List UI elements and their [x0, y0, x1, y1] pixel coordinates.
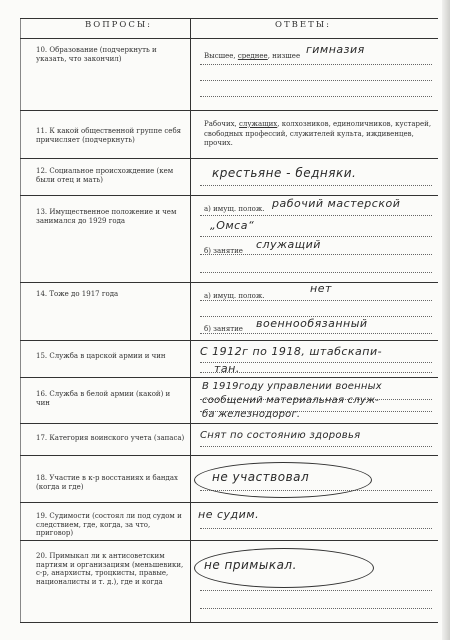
- question-14: 14. Тоже до 1917 года: [36, 290, 119, 298]
- row-divider-14: [20, 340, 438, 341]
- answer-line: [200, 64, 432, 65]
- question-15: 15. Служба в царской армии и чин: [36, 352, 166, 360]
- handwritten-answer-16-cont1: сообщений материальная служ-: [202, 395, 379, 406]
- question-16: 16. Служба в белой армии (какой) и чин: [36, 390, 171, 407]
- question-13: 13. Имущественное положение и чем занимался до 1929 года: [36, 208, 177, 225]
- handwritten-answer-10: гимназия: [306, 43, 365, 56]
- bottom-border-line: [20, 622, 438, 623]
- answer-line: [200, 185, 432, 186]
- row-divider-17: [20, 455, 438, 456]
- answer-line: [200, 528, 432, 529]
- row-divider-11: [20, 158, 438, 159]
- occupation-label-13: б) занятие: [204, 247, 243, 255]
- answers-header: ОТВЕТЫ:: [275, 20, 331, 30]
- handwritten-answer-18: не участвовал: [212, 470, 310, 484]
- handwritten-answer-20: не примыкал.: [204, 558, 297, 572]
- handwritten-answer-13a-cont: „Омса“: [210, 219, 255, 232]
- row-divider-12: [20, 195, 438, 196]
- handwritten-answer-16: В 1919году управлении военных: [202, 381, 382, 392]
- answer-line: [200, 272, 432, 273]
- handwritten-answer-14a: нет: [310, 282, 332, 295]
- question-19: 19. Судимости (состоял ли под судом и следствием, где, когда, за что, приговор): [36, 512, 182, 538]
- column-divider: [190, 18, 191, 622]
- question-20: 20. Примыкал ли к антисоветским партиям и организациям (меньшевики, с-р, анархисты, троцкисты, правые, националисты и т. д.), где и когда: [36, 552, 184, 586]
- handwritten-answer-15-cont: тан.: [214, 362, 240, 375]
- answer-line: [200, 236, 432, 237]
- answer-line: [200, 608, 432, 609]
- question-18: 18. Участие в к-р восстаниях и бандах (когда и где): [36, 474, 178, 491]
- row-divider-10: [20, 110, 438, 111]
- handwritten-answer-16-cont2: ба железнодорог.: [202, 409, 301, 420]
- question-12: 12. Социальное происхождение (кем были отец и мать): [36, 167, 174, 184]
- education-options: Высшее, среднее, низшее: [204, 52, 301, 60]
- row-divider-13: [20, 282, 438, 283]
- question-10: 10. Образование (подчеркнуть и указать, что закончил): [36, 46, 157, 63]
- row-divider-18: [20, 502, 438, 503]
- handwritten-answer-13b: служащий: [256, 238, 321, 251]
- header-divider: [20, 38, 438, 39]
- handwritten-answer-12: крестьяне - бедняки.: [212, 166, 357, 180]
- row-divider-19: [20, 540, 438, 541]
- answer-line: [200, 590, 432, 591]
- answer-line: [200, 446, 432, 447]
- answer-line: [200, 215, 432, 216]
- handwritten-answer-15: С 1912г по 1918, штабскапи-: [200, 345, 383, 358]
- property-label-14: а) имущ. полож.: [204, 292, 265, 300]
- question-11: 11. К какой общественной группе себя причисляет (подчеркнуть): [36, 127, 182, 144]
- answer-line: [200, 96, 432, 97]
- handwritten-answer-17: Снят по состоянию здоровья: [200, 430, 361, 441]
- handwritten-answer-19: не судим.: [198, 508, 260, 521]
- property-label-13: а) имущ. полож.: [204, 205, 265, 213]
- row-divider-15: [20, 377, 438, 378]
- social-group-options: Рабочих, служащих, колхозников, единоличников, кустарей, свободных профессий, служителей культа, иждивенцев, прочих.: [204, 120, 432, 147]
- handwritten-answer-13a: рабочий мастерской: [272, 197, 401, 210]
- questions-header: ВОПРОСЫ:: [85, 20, 153, 30]
- row-divider-16: [20, 423, 438, 424]
- page-edge-shadow: [442, 0, 450, 640]
- question-17: 17. Категория воинского учета (запаса): [36, 434, 185, 442]
- answer-line: [200, 80, 432, 81]
- handwritten-answer-14b: военнообязанный: [256, 317, 368, 330]
- top-border-line: [20, 18, 438, 19]
- left-border-line: [20, 18, 21, 622]
- occupation-label-14: б) занятие: [204, 325, 243, 333]
